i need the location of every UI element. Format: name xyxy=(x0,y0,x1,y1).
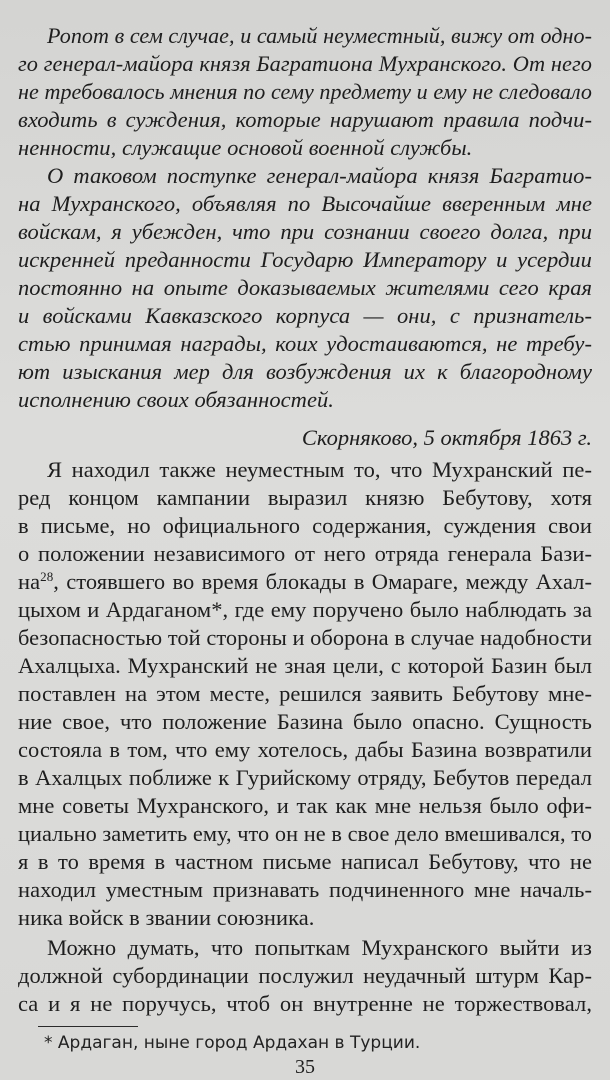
footnote-reference: 28 xyxy=(40,569,54,585)
text-line: я в то время в частном письме написал Бебутову, что не xyxy=(18,849,592,874)
text-line: Ропот в сем случае, и самый неуместный, вижу от одно- xyxy=(47,23,592,48)
text-line: находил уместным признавать подчиненного мне началь- xyxy=(18,877,592,902)
page-number: 35 xyxy=(295,1056,315,1078)
text-line: ненности, служащие основой военной службы. xyxy=(18,135,473,160)
footnote: * Ардаган, ныне город Ардахан в Турции. xyxy=(44,1033,421,1053)
text-line: в письме, но официального содержания, суждения свои xyxy=(18,513,592,538)
text-line: Ахалцыха. Мухранский не зная цели, с которой Базин был xyxy=(18,653,592,678)
text-line: войскам, я убежден, что при сознании своего долга, при xyxy=(18,219,592,244)
footnote-divider xyxy=(38,1026,138,1027)
text-line: циально заметить ему, что он не в свое дело вмешивался, то xyxy=(18,821,592,846)
text-line: на Мухранского, объявляя по Высочайше вверенным мне xyxy=(18,191,592,216)
text-line: ют изыскания мер для возбуждения их к благородному xyxy=(18,359,592,384)
text-fragment: на xyxy=(18,569,41,594)
text-line: и войсками Кавказского корпуса — они, с признатель- xyxy=(18,303,592,328)
text-line: цыхом и Ардаганом*, где ему поручено было наблюдать за xyxy=(18,597,592,622)
text-line: поставлен на этом месте, решился заявить Бебутову мне- xyxy=(18,681,592,706)
text-line: входить в суждения, которые нарушают правила подчи- xyxy=(18,107,592,132)
text-line: ника войск в звании союзника. xyxy=(18,905,315,930)
text-line: ние свое, что положение Базина было опасно. Сущность xyxy=(18,709,592,734)
text-line: го генерал-майора князя Багратиона Мухранского. От него xyxy=(18,51,592,76)
text-line: постоянно на опыте доказываемых жителями сего края xyxy=(18,275,592,300)
date-line: Скорняково, 5 октября 1863 г. xyxy=(301,425,592,450)
text-line: исполнению своих обязанностей. xyxy=(18,387,334,412)
text-line: ред концом кампании выразил князю Бебутову, хотя xyxy=(18,485,592,510)
text-line: в Ахалцых поближе к Гурийскому отряду, Бебутов передал xyxy=(18,765,592,790)
text-line: О таковом поступке генерал-майора князя Багратио- xyxy=(47,163,592,188)
text-line: состояла в том, что ему хотелось, дабы Базина возвратили xyxy=(18,737,592,762)
text-line: стью принимая награды, коих удостаиваются, не требу- xyxy=(18,331,592,356)
text-fragment: , стоявшего во время блокады в Омараге, между Ахал- xyxy=(53,569,592,594)
text-line: Я находил также неуместным то, что Мухранский пе- xyxy=(47,457,592,482)
text-line: Можно думать, что попыткам Мухранского выйти из xyxy=(47,935,592,960)
text-line: искренней преданности Государю Императору и усердии xyxy=(18,247,592,272)
text-line: са и я не поручусь, чтоб он внутренне не торжествовал, xyxy=(18,991,592,1016)
text-line: мне советы Мухранского, и так как мне нельзя было офи- xyxy=(18,793,592,818)
text-line-with-footnote-ref xyxy=(18,568,592,596)
text-line: должной субординации послужил неудачный штурм Кар- xyxy=(18,963,592,988)
text-line: о положении независимого от него отряда генерала Бази- xyxy=(18,541,592,566)
text-line: безопасностью той стороны и оборона в случае надобности xyxy=(18,625,592,650)
text-line: не требовалось мнения по сему предмету и ему не следовало xyxy=(18,79,592,104)
